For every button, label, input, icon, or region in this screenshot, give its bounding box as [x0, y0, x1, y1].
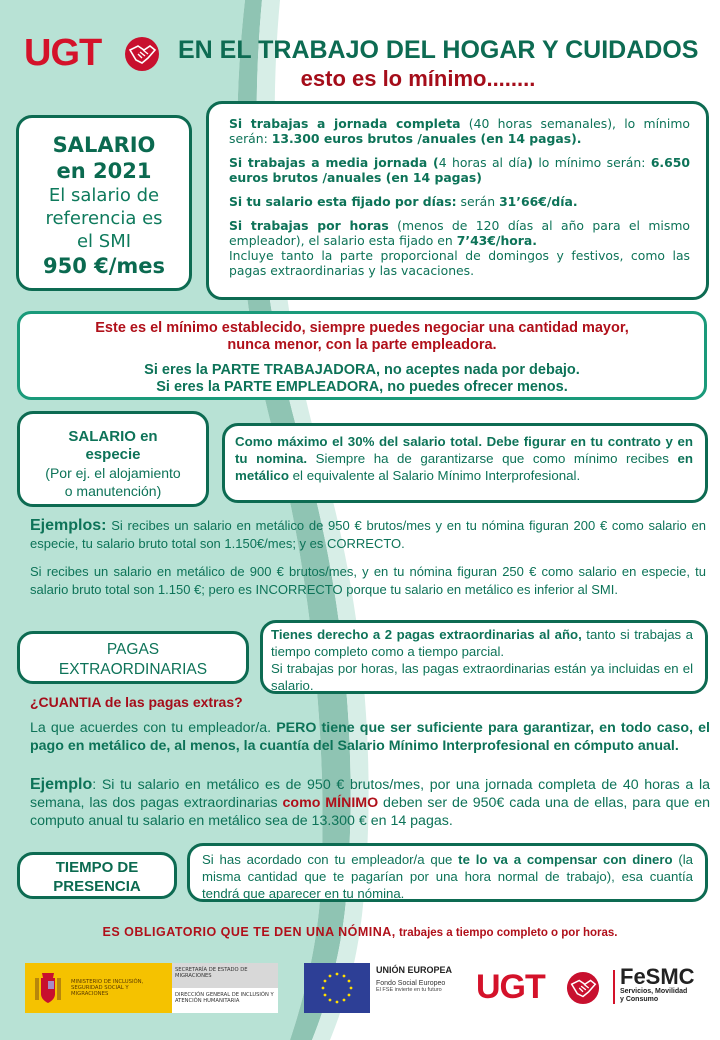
ejemplo-red-text: como MÍNIMO: [282, 795, 379, 811]
eu-slogan: El FSE invierte en tu futuro: [376, 987, 442, 993]
ministerio-text: MINISTERIO DE INCLUSIÓN, SEGURIDAD SOCIAL Y MIGRACIONES: [71, 979, 144, 997]
por-dias-label: Si tu salario esta fijado por días:: [229, 194, 457, 209]
pagas-title-2: EXTRAORDINARIAS: [58, 661, 208, 678]
tiempo-title-1: TIEMPO DE: [55, 859, 139, 876]
especie-info-box: [222, 423, 708, 503]
obligatorio-big: ES OBLIGATORIO QUE TE DEN UNA NÓMINA,: [102, 925, 396, 939]
fesmc-title: FeSMC: [620, 964, 695, 989]
media-jornada-label: Si trabajas a media jornada (: [229, 155, 439, 170]
jornada-completa-paragraph: [229, 116, 690, 146]
ugt-logo-text: UGT: [24, 32, 102, 74]
salario-amount: 950 €/mes: [42, 254, 166, 278]
tiempo-info-text-1: Si has acordado con tu empleador/a que: [202, 852, 459, 867]
ejemplo-text-2: deben ser de 950€ cada una de ellas, para que en computo anual tu salario en metálico sea de 13.300 € en 14 pagas.: [30, 795, 710, 829]
por-horas-amount: 7’43€/hora.: [456, 233, 537, 248]
ugt-logo: [24, 30, 164, 76]
negotiation-red-text: [20, 320, 704, 354]
salario-text-1: El salario de: [48, 185, 160, 206]
pagas-info-box: [260, 620, 708, 694]
ministerio-right-block: [172, 963, 278, 1013]
negotiation-green-line-1: Si eres la PARTE TRABAJADORA, no aceptes nada por debajo.: [144, 362, 580, 378]
especie-info-bold-1: Como máximo el 30% del salario total. Debe figurar en tu contrato y en tu nomina.: [235, 434, 693, 466]
eu-title: UNIÓN EUROPEA: [376, 965, 453, 975]
page-subtitle: esto es lo mínimo........: [300, 66, 536, 91]
especie-sub-2: o manutención): [64, 483, 162, 499]
fesmc-logo: [620, 966, 716, 1004]
por-horas-paragraph: [229, 218, 690, 278]
direccion-text: DIRECCIÓN GENERAL DE INCLUSIÓN Y ATENCIÓN HUMANITARIA: [172, 988, 278, 1013]
eu-text-block: [376, 965, 476, 993]
ejemplos-paragraph-1: [30, 517, 706, 553]
ministerio-yellow-block: [25, 963, 172, 1013]
pagas-title-1: PAGAS: [106, 641, 160, 658]
eu-flag-icon: [304, 963, 370, 1013]
coat-of-arms-icon: [33, 970, 63, 1006]
negotiation-box: [17, 311, 707, 400]
ejemplos-label: Ejemplos:: [30, 517, 107, 534]
fesmc-sub-2: y Consumo: [620, 996, 659, 1003]
handshake-icon: [566, 971, 600, 1005]
jornada-completa-text: (40 horas semanales), lo mínimo serán:: [229, 116, 690, 146]
ugt-footer-logo: [476, 966, 616, 1010]
por-dias-paragraph: [229, 194, 690, 209]
tiempo-presencia-box: [17, 852, 177, 899]
media-jornada-paragraph: [229, 155, 690, 185]
media-jornada-hours: 4 horas al día: [438, 155, 528, 170]
cuantia-heading: ¿CUANTIA de las pagas extras?: [30, 694, 243, 710]
especie-info-text-1: Siempre ha de garantizarse que como mínimo recibes: [307, 451, 678, 466]
handshake-icon: [124, 36, 160, 72]
eu-stars-icon: [304, 963, 370, 1013]
media-jornada-close: ): [527, 155, 533, 170]
especie-info-bold-2: en metálico: [235, 451, 693, 483]
especie-title-2: especie: [85, 446, 141, 463]
fesmc-divider: [613, 970, 615, 1004]
cuantia-bold: PERO tiene que ser suficiente para garantizar, en todo caso, el pago en metálico de, al menos, la cuantía del Salario Mínimo Interprofesional en cómputo anual.: [30, 720, 710, 754]
jornada-completa-label: Si trabajas a jornada completa: [229, 116, 461, 131]
ejemplos-text-1: Si recibes un salario en metálico de 950 € brutos/mes y en tu nómina figuran 200 € como salario en especie, tu salario bruto total son 1.150€/mes; y es CORRECTO.: [30, 518, 706, 551]
tiempo-info-box: [187, 843, 708, 902]
jornada-completa-amount: 13.300 euros brutos /anuales (en 14 pagas).: [271, 131, 582, 146]
negotiation-green-text: [20, 362, 704, 396]
page-title: EN EL TRABAJO DEL HOGAR Y CUIDADOS: [178, 36, 699, 64]
obligatorio-small: trabajes a tiempo completo o por horas.: [395, 927, 618, 939]
tiempo-title-2: PRESENCIA: [53, 878, 141, 895]
especie-title-1: SALARIO en: [68, 428, 158, 445]
ejemplo-paragraph: [30, 776, 710, 830]
por-dias-amount: 31’66€/día.: [499, 194, 578, 209]
eu-fondo: Fondo Social Europeo: [376, 980, 446, 987]
salario-2021-box: [16, 115, 192, 291]
pagas-info-text-1: tanto si trabajas a tiempo completo como a tiempo parcial.: [271, 627, 693, 659]
por-horas-note: Incluye tanto la parte proporcional de domingos y festivos, como las pagas extraordinarias y las vacaciones.: [229, 248, 690, 278]
jornada-info-box: [206, 101, 709, 300]
secretaria-text: SECRETARÍA DE ESTADO DE MIGRACIONES: [172, 963, 278, 988]
pagas-info-text-2: Si trabajas por horas, las pagas extraordinarias están ya incluidas en el salario.: [271, 661, 693, 693]
por-horas-text: (menos de 120 días al año para el mismo empleador), el salario esta fijado en: [229, 218, 690, 248]
media-jornada-amount: 6.650 euros brutos /anuales (en 14 pagas): [229, 155, 691, 185]
negotiation-green-line-2: Si eres la PARTE EMPLEADORA, no puedes ofrecer menos.: [156, 379, 568, 395]
obligatorio-notice: [0, 923, 720, 941]
pagas-extraordinarias-box: [17, 631, 249, 684]
ugt-footer-text: UGT: [476, 968, 545, 1006]
tiempo-info-text-2: (la misma cantidad que te pagarían por una hora normal de trabajo), esa cuantía tendrá que aparecer en tu nómina.: [202, 852, 693, 901]
por-dias-text: serán: [456, 194, 500, 209]
salario-year: en 2021: [56, 159, 152, 183]
fesmc-sub-1: Servicios, Movilidad: [620, 988, 688, 995]
ejemplo-text-1: : Si tu salario en metálico es de 950 € brutos/mes, por una jornada completa de 40 horas a la semana, las dos pagas extraordinarias: [30, 777, 710, 811]
especie-info-text-2: el equivalente al Salario Mínimo Interprofesional.: [288, 468, 581, 483]
ejemplo-label: Ejemplo: [30, 776, 93, 793]
tiempo-info-bold: te lo va a compensar con dinero: [458, 852, 673, 867]
ejemplos-paragraph-2: Si recibes un salario en metálico de 900 € brutos/mes, y en tu nómina figuran 250 € como salario en especie, tu salario bruto total son 1.150 €; pero es INCORRECTO porque tu salario en metálico es inferior al SMI.: [30, 564, 706, 597]
negotiation-red-line-1: Este es el mínimo establecido, siempre puedes negociar una cantidad mayor,: [95, 320, 629, 336]
especie-sub-1: (Por ej. el alojamiento: [45, 465, 181, 481]
negotiation-red-line-2: nunca menor, con la parte empleadora.: [227, 337, 497, 353]
pagas-info-bold: Tienes derecho a 2 pagas extraordinarias al año,: [271, 627, 582, 642]
salario-text-2: referencia es: [45, 208, 163, 229]
media-jornada-text: lo mínimo serán:: [532, 155, 651, 170]
salario-text-3: el SMI: [76, 231, 132, 252]
salario-especie-box: [17, 411, 209, 507]
salario-label: SALARIO: [52, 133, 156, 157]
ministerio-logo: [25, 963, 278, 1013]
cuantia-text: La que acuerdes con tu empleador/a.: [30, 720, 277, 736]
por-horas-label: Si trabajas por horas: [229, 218, 389, 233]
cuantia-paragraph: [30, 719, 710, 755]
